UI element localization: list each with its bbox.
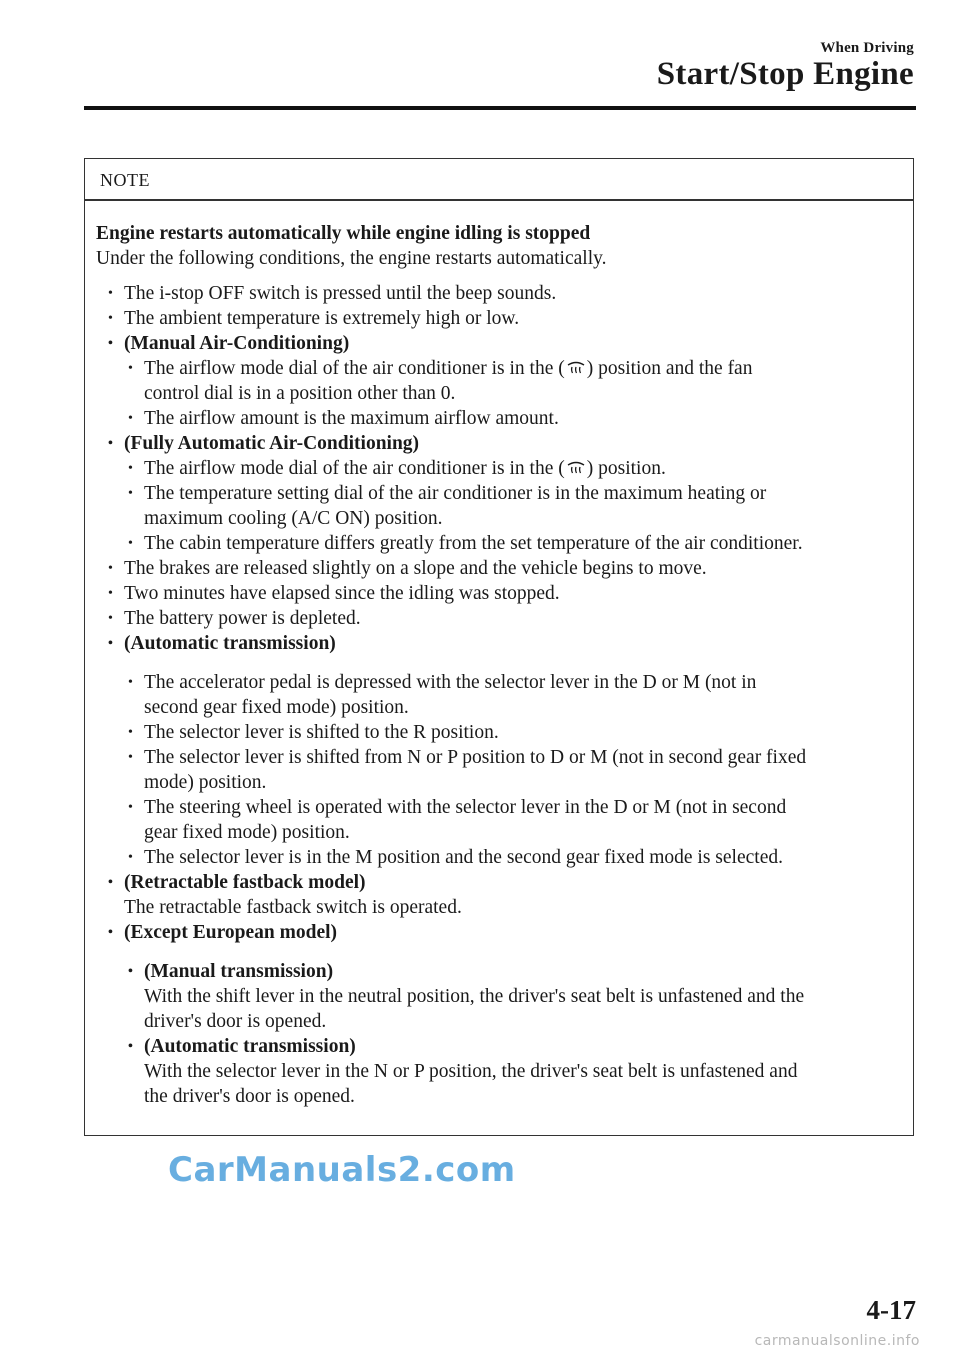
list-item [96,431,905,456]
item-text: ) position and the fan [586,358,753,379]
bullet: • [128,461,133,476]
item-text: (Automatic transmission) [144,1036,356,1057]
item-text: driver's door is opened. [144,1011,327,1032]
list-item [96,581,905,606]
item-text: The airflow mode dial of the air conditioner is in the ( [144,358,565,379]
bullet: • [128,1039,133,1054]
bullet: • [108,286,113,301]
list-item [96,959,905,984]
list-item [96,795,905,820]
list-item [96,331,905,356]
bullet: • [108,311,113,326]
list-item [96,356,905,381]
list-item [96,745,905,770]
item-text: The airflow mode dial of the air conditioner is in the ( [144,458,565,479]
bullet: • [128,964,133,979]
header-divider [84,106,916,110]
list-item [96,406,905,431]
note-label: NOTE [100,170,150,190]
list-item-continuation [96,1009,905,1034]
list-item [96,281,905,306]
list-item [96,870,905,895]
item-text: The selector lever is in the M position and the second gear fixed mode is selected. [144,847,783,868]
item-text: Two minutes have elapsed since the idling was stopped. [124,583,560,604]
item-text: With the selector lever in the N or P position, the driver's seat belt is unfastened and [144,1061,798,1082]
list-item-continuation [96,381,905,406]
windshield-defroster-icon [566,359,586,377]
bullet: • [108,636,113,651]
item-text: The airflow amount is the maximum airflow amount. [144,408,559,429]
item-text: ) position. [586,458,666,479]
item-text: The retractable fastback switch is operated. [124,897,462,918]
list-item-continuation [96,770,905,795]
bullet: • [128,725,133,740]
bullet: • [108,875,113,890]
item-text: The i-stop OFF switch is pressed until the beep sounds. [124,283,557,304]
list-item [96,306,905,331]
note-content [96,221,905,1109]
bullet: • [108,925,113,940]
list-item [96,631,905,656]
list-item [96,531,905,556]
list-item-continuation [96,1059,905,1084]
bullet: • [128,750,133,765]
item-text: The selector lever is shifted to the R position. [144,722,499,743]
item-text: (Except European model) [124,922,338,943]
list-item [96,556,905,581]
item-text: The cabin temperature differs greatly from the set temperature of the air conditioner. [144,533,803,554]
item-text: The ambient temperature is extremely high or low. [124,308,520,329]
list-item-continuation [96,895,905,920]
list-item-continuation [96,506,905,531]
item-text: (Retractable fastback model) [124,872,366,893]
bullet: • [128,536,133,551]
note-intro: Under the following conditions, the engine restarts automatically. [96,248,607,269]
item-text: The selector lever is shifted from N or P position to D or M (not in second gear fixed [144,747,807,768]
list-item-continuation [96,984,905,1009]
bullet: • [108,436,113,451]
item-text: (Fully Automatic Air-Conditioning) [124,433,420,454]
windshield-defroster-icon [566,459,586,477]
page-title: Start/Stop Engine [656,56,914,92]
item-text: (Manual transmission) [144,961,334,982]
bullet: • [108,561,113,576]
bullet: • [128,486,133,501]
list-item-continuation [96,1084,905,1109]
item-text: control dial is in a position other than 0. [144,383,456,404]
item-text: The brakes are released slightly on a slope and the vehicle begins to move. [124,558,707,579]
list-item [96,845,905,870]
item-text: The temperature setting dial of the air conditioner is in the maximum heating or [144,483,767,504]
item-text: (Automatic transmission) [124,633,336,654]
note-box [84,158,914,1136]
watermark: CarManuals2.com [168,1150,516,1190]
list-item [96,456,905,481]
item-text: the driver's door is opened. [144,1086,355,1107]
footer-watermark: carmanualsonline.info [754,1333,920,1349]
note-heading: Engine restarts automatically while engine idling is stopped [96,223,591,244]
section-label: When Driving [820,40,914,56]
item-text: With the shift lever in the neutral position, the driver's seat belt is unfastened and the [144,986,805,1007]
item-text: second gear fixed mode) position. [144,697,409,718]
item-text: mode) position. [144,772,267,793]
list-item-continuation [96,695,905,720]
page-number: 4-17 [866,1295,916,1325]
bullet: • [128,361,133,376]
bullet: • [128,411,133,426]
list-item [96,1034,905,1059]
list-item [96,670,905,695]
bullet: • [128,675,133,690]
bullet: • [108,586,113,601]
list-item [96,920,905,945]
bullet: • [128,800,133,815]
bullet: • [128,850,133,865]
item-text: (Manual Air-Conditioning) [124,333,350,354]
list-item [96,720,905,745]
item-text: The battery power is depleted. [124,608,361,629]
bullet: • [108,336,113,351]
bullet: • [108,611,113,626]
list-item-continuation [96,820,905,845]
item-text: The accelerator pedal is depressed with the selector lever in the D or M (not in [144,672,757,693]
item-text: gear fixed mode) position. [144,822,350,843]
item-text: The steering wheel is operated with the selector lever in the D or M (not in second [144,797,787,818]
note-divider [85,199,913,201]
item-text: maximum cooling (A/C ON) position. [144,508,443,529]
list-item [96,606,905,631]
list-item [96,481,905,506]
spacer [96,945,905,959]
spacer [96,656,905,670]
